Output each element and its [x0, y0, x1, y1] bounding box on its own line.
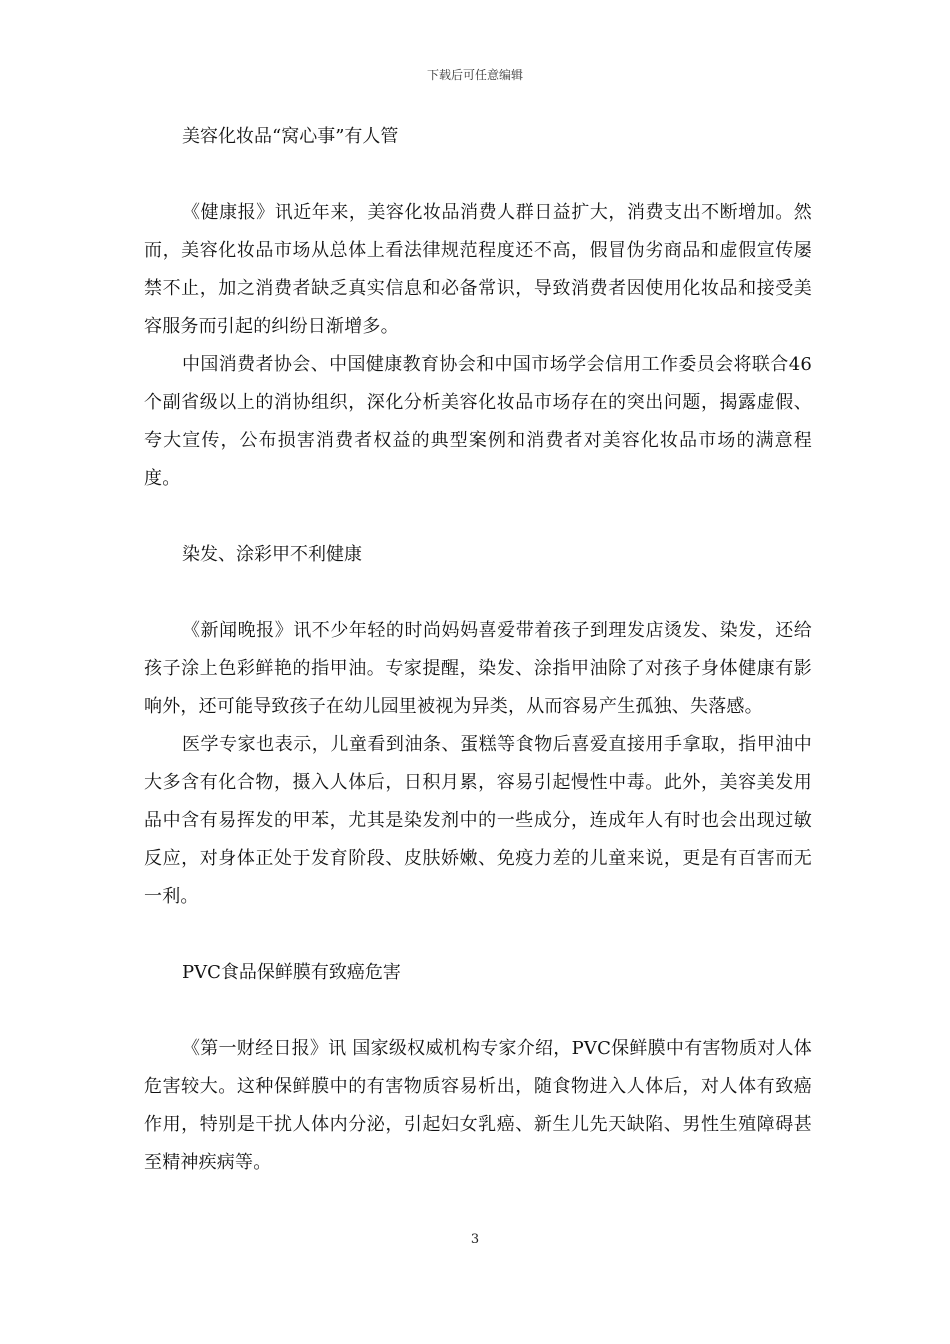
article-section-hair-dye	[144, 536, 812, 916]
spacer	[144, 574, 812, 612]
body-paragraph: 中国消费者协会、中国健康教育协会和中国市场学会信用工作委员会将联合46个副省级以上的消协组织，深化分析美容化妆品市场存在的突出问题，揭露虚假、夸大宣传，公布损害消费者权益的典型案例和消费者对美容化妆品市场的满意程度。	[144, 354, 812, 489]
page-number: 3	[470, 1232, 480, 1247]
section-title: 染发、涂彩甲不利健康	[182, 544, 362, 565]
body-paragraph: 《新闻晚报》讯不少年轻的时尚妈妈喜爱带着孩子到理发店烫发、染发，还给孩子涂上色彩鲜艳的指甲油。专家提醒，染发、涂指甲油除了对孩子身体健康有影响外，还可能导致孩子在幼儿园里被视为异类，从而容易产生孤独、失落感。	[144, 620, 812, 717]
article-section-pvc-film	[144, 954, 812, 1182]
page-header-note: 下载后可任意编辑	[426, 68, 523, 82]
document-body	[144, 118, 812, 1182]
spacer	[144, 498, 812, 536]
article-section-cosmetics	[144, 118, 812, 498]
body-paragraph: 《第一财经日报》讯 国家级权威机构专家介绍，PVC保鲜膜中有害物质对人体危害较大。这种保鲜膜中的有害物质容易析出，随食物进入人体后，对人体有致癌作用，特别是干扰人体内分泌，引起妇女乳癌、新生儿先天缺陷、男性生殖障碍甚至精神疾病等。	[144, 1038, 812, 1173]
spacer	[144, 156, 812, 194]
spacer	[144, 916, 812, 954]
section-title: PVC食品保鲜膜有致癌危害	[182, 962, 401, 983]
spacer	[144, 992, 812, 1030]
body-paragraph: 医学专家也表示，儿童看到油条、蛋糕等食物后喜爱直接用手拿取，指甲油中大多含有化合物，摄入人体后，日积月累，容易引起慢性中毒。此外，美容美发用品中含有易挥发的甲苯，尤其是染发剂中的一些成分，连成年人有时也会出现过敏反应，对身体正处于发育阶段、皮肤娇嫩、免疫力差的儿童来说，更是有百害而无一利。	[144, 734, 812, 907]
body-paragraph: 《健康报》讯近年来，美容化妆品消费人群日益扩大，消费支出不断增加。然而，美容化妆品市场从总体上看法律规范程度还不高，假冒伪劣商品和虚假宣传屡禁不止，加之消费者缺乏真实信息和必备常识，导致消费者因使用化妆品和接受美容服务而引起的纠纷日渐增多。	[144, 202, 812, 337]
section-title: 美容化妆品“窝心事”有人管	[182, 126, 399, 147]
